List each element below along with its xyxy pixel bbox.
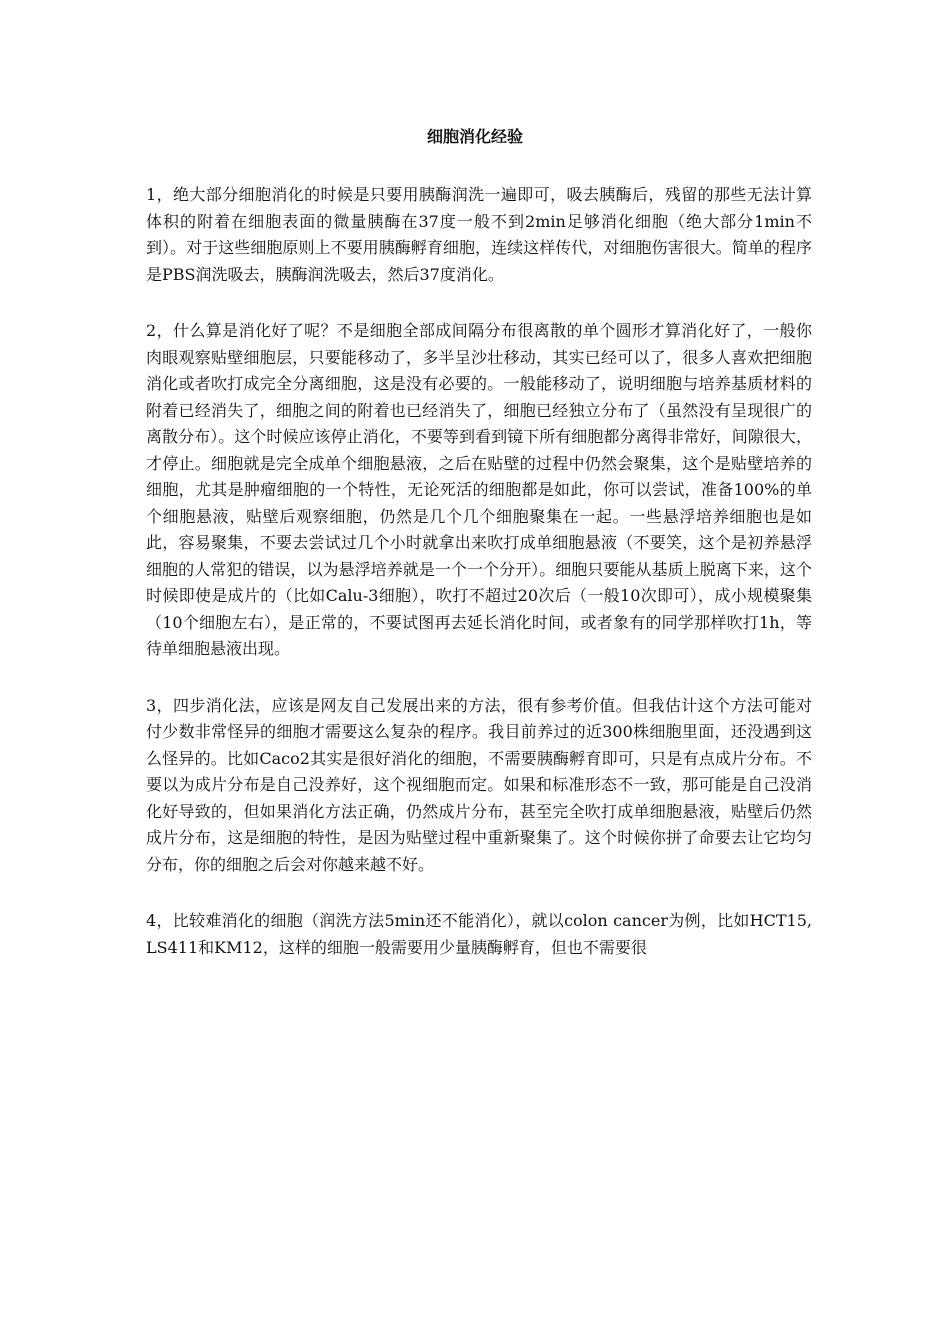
paragraph-3: 3，四步消化法，应该是网友自己发展出来的方法，很有参考价值。但我估计这个方法可能对付少数非常怪异的细胞才需要这么复杂的程序。我目前养过的近300株细胞里面，还没遇到这么怪异的。比如Caco2其实是很好消化的细胞，不需要胰酶孵育即可，只是有点成片分布。不要以为成片分布是自己没养好，这个视细胞而定。如果和标准形态不一致，那可能是自己没消化好导致的，但如果消化方法正确，仍然成片分布，甚至完全吹打成单细胞悬液，贴壁后仍然成片分布，这是细胞的特性，是因为贴壁过程中重新聚集了。这个时候你拼了命要去让它均匀分布，你的细胞之后会对你越来越不好。 <box>146 695 812 874</box>
paragraph-4: 4，比较难消化的细胞（润洗方法5min还不能消化），就以colon cancer为例，比如HCT15, LS411和KM12，这样的细胞一般需要用少量胰酶孵育，但也不需要很 <box>146 911 812 957</box>
document-body <box>146 182 812 991</box>
document-title: 细胞消化经验 <box>426 127 523 146</box>
paragraph-1: 1，绝大部分细胞消化的时候是只要用胰酶润洗一遍即可，吸去胰酶后，残留的那些无法计算体积的附着在细胞表面的微量胰酶在37度一般不到2min足够消化细胞（绝大部分1min不到）。对于这些细胞原则上不要用胰酶孵育细胞，连续这样传代，对细胞伤害很大。简单的程序是PBS润洗吸去，胰酶润洗吸去，然后37度消化。 <box>146 185 812 284</box>
paragraph-2: 2，什么算是消化好了呢？不是细胞全部成间隔分布很离散的单个圆形才算消化好了，一般你肉眼观察贴壁细胞层，只要能移动了，多半呈沙壮移动，其实已经可以了，很多人喜欢把细胞消化或者吹打成完全分离细胞，这是没有必要的。一般能移动了，说明细胞与培养基质材料的附着已经消失了，细胞之间的附着也已经消失了，细胞已经独立分布了（虽然没有呈现很广的离散分布）。这个时候应该停止消化，不要等到看到镜下所有细胞都分离得非常好，间隙很大，才停止。细胞就是完全成单个细胞悬液，之后在贴壁的过程中仍然会聚集，这个是贴壁培养的细胞，尤其是肿瘤细胞的一个特性，无论死活的细胞都是如此，你可以尝试，准备100%的单个细胞悬液，贴壁后观察细胞，仍然是几个几个细胞聚集在一起。一些悬浮培养细胞也是如此，容易聚集，不要去尝试过几个小时就拿出来吹打成单细胞悬液（不要笑，这个是初养悬浮细胞的人常犯的错误，以为悬浮培养就是一个一个分开）。细胞只要能从基质上脱离下来，这个时候即使是成片的（比如Calu-3细胞），吹打不超过20次后（一般10次即可），成小规模聚集（10个细胞左右），是正常的，不要试图再去延长消化时间，或者象有的同学那样吹打1h，等待单细胞悬液出现。 <box>146 321 812 658</box>
